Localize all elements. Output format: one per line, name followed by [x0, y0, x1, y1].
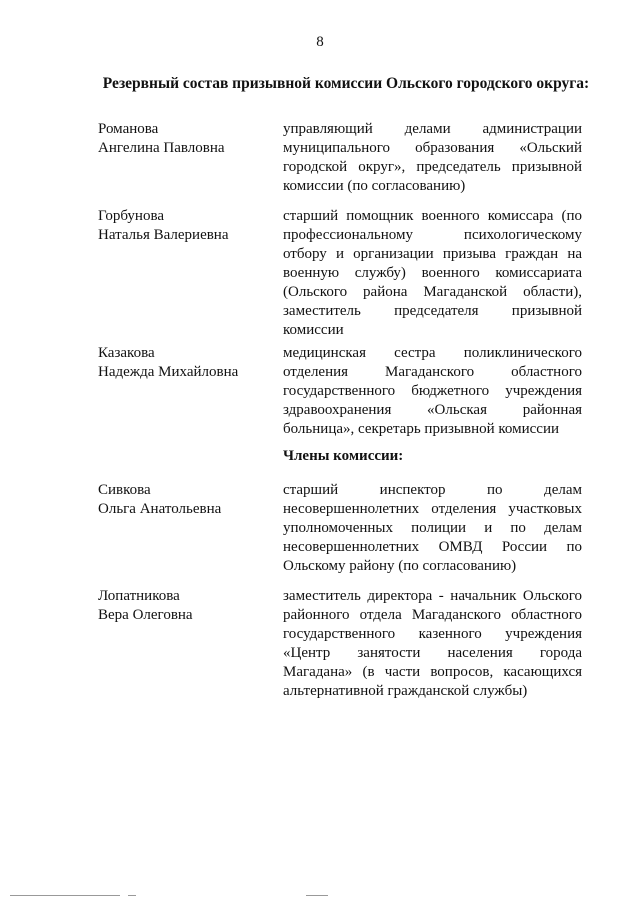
members-heading: Члены комиссии: — [283, 448, 404, 464]
scan-mark — [10, 895, 120, 896]
person-name — [98, 587, 273, 625]
person-role: старший инспектор по делам несовершеннолетних отделения участковых уполномоченных полиции и по делам несовершеннолетних ОМВД России по Ольскому району (по согласованию) — [283, 482, 582, 574]
person-given-name: Наталья Валериевна — [98, 227, 229, 243]
person-role: заместитель директора - начальник Ольского районного отдела Магаданского областного государственного казенного учреждения «Центр занятости населения города Магадана» (в части вопросов, касающихся альтернативной гражданской службы) — [283, 588, 582, 699]
person-name — [98, 481, 273, 519]
person-given-name: Ольга Анатольевна — [98, 501, 222, 517]
page-number: 8 — [316, 34, 324, 50]
person-name — [98, 120, 273, 158]
person-surname: Романова — [98, 121, 159, 137]
page-title: Резервный состав призывной комиссии Ольского городского округа: — [102, 75, 590, 92]
scan-mark — [306, 895, 328, 896]
person-name — [98, 207, 273, 245]
person-role: управляющий делами администрации муниципального образования «Ольский городской округ», председатель призывной комиссии (по согласованию) — [283, 121, 582, 194]
person-surname: Казакова — [98, 345, 155, 361]
person-given-name: Ангелина Павловна — [98, 140, 225, 156]
person-given-name: Надежда Михайловна — [98, 364, 239, 380]
person-name — [98, 344, 273, 382]
person-role: старший помощник военного комиссара (по профессиональному психологическому отбору и организации призыва граждан на военную службу) военного комиссариата (Ольского района Магаданской области), заместитель председателя призывной комиссии — [283, 208, 582, 338]
person-surname: Сивкова — [98, 482, 151, 498]
person-surname: Горбунова — [98, 208, 164, 224]
scan-mark — [128, 895, 136, 896]
person-role: медицинская сестра поликлинического отделения Магаданского областного государственного бюджетного учреждения здравоохранения «Ольская районная больница», секретарь призывной комиссии — [283, 345, 582, 437]
person-surname: Лопатникова — [98, 588, 180, 604]
person-given-name: Вера Олеговна — [98, 607, 193, 623]
